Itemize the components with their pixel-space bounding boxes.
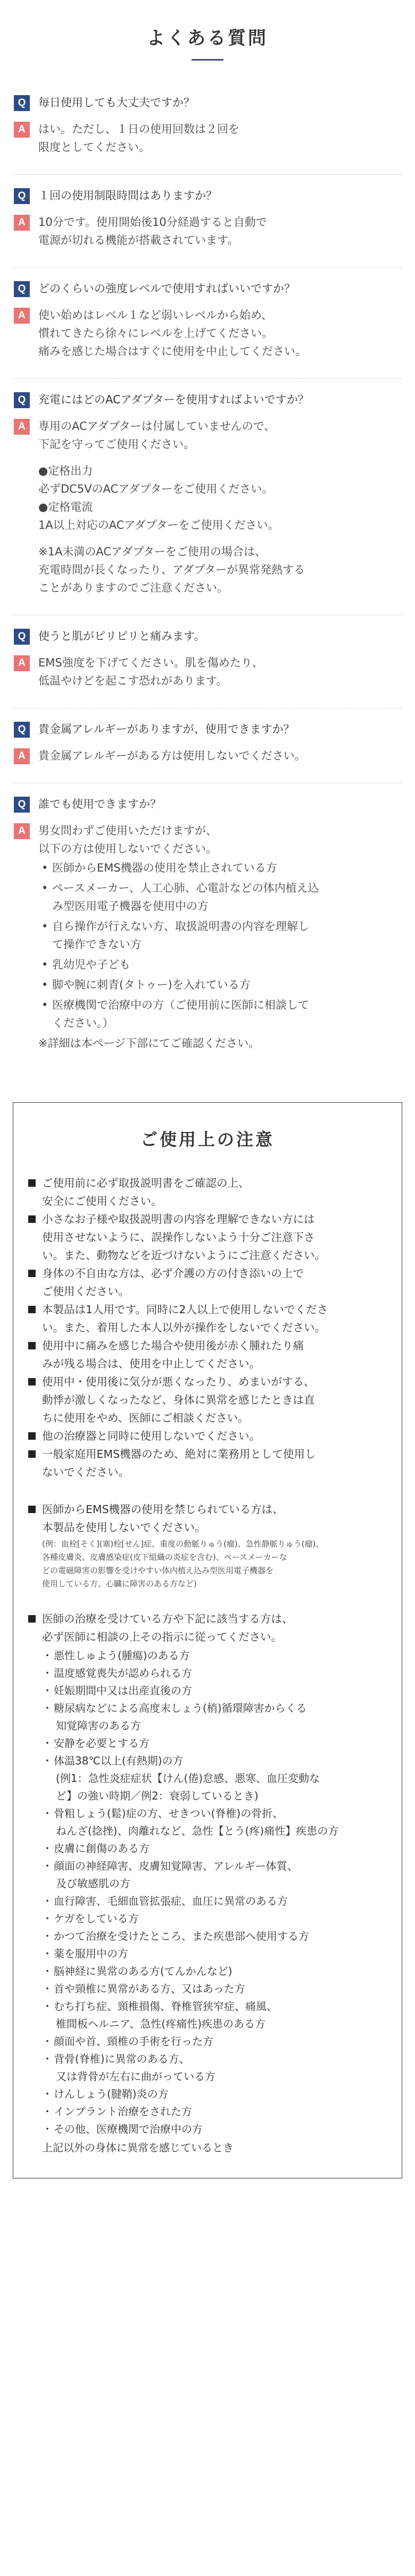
list-item: • 医療機関で治療中の方（ご使用前に医師に相談して ください。） [38,996,319,1032]
list-item: ・ ケガをしている方 [42,1910,387,1928]
list-item: ・ 骨粗しょう(鬆)症の方、せきつい(脊椎)の骨折、 ねんざ(捻挫)、肉離れなど、急性【とう(疼)痛性】疾患の方 [42,1805,387,1840]
list-item: • 自ら操作が行えない方、取扱説明書の内容を理解し て操作できない方 [38,917,319,953]
answer-line: 痛みを感じた場合はすぐに使用を中止してください。 [38,345,306,358]
faq-title-underline [192,59,223,61]
list-item: • 脚や腕に刺青(タトゥー)を入れている方 [38,976,319,994]
faq-item [14,708,401,783]
square-bullet-icon [28,1378,36,1386]
answer-badge: A [14,748,30,764]
question-badge: Q [14,95,30,111]
question-text: 毎日使用しても大丈夫ですか？ [38,96,195,109]
answer-line: 以下の方は使用しないでください。 [38,842,217,855]
answer-badge: A [14,215,30,231]
answer-note: ことがありますのでご注意ください。 [38,581,228,594]
precautions-box [13,1102,402,2178]
question-badge: Q [14,188,30,204]
square-bullet-icon [28,1432,36,1440]
faq-item [14,615,401,708]
faq-item [14,379,401,615]
answer-line: EMS強度を下げてください。肌を傷めたり、 [38,656,263,669]
faq-item [14,268,401,379]
list-item: ・ むち打ち症、頸椎損傷、脊椎管狭窄症、痛風、 椎間板ヘルニア、急性(疼痛性)疾患のある方 [42,1998,387,2033]
list-item: ・ けんしょう(腱鞘)炎の方 [42,2085,387,2103]
square-bullet-icon [28,1450,36,1458]
conditions-list [28,1647,387,2138]
question-badge: Q [14,722,30,738]
square-bullet-icon [28,1270,36,1277]
answer-badge: A [14,122,30,138]
list-item: ・ 背骨(脊椎)に異常のある方、 又は背骨が左右に曲がっている方 [42,2050,387,2085]
answer-line: 使い始めはレベル１など弱いレベルから始め、 [38,309,273,322]
list-item: • 乳幼児や子ども [38,956,319,974]
list-item: ・ 体温38℃以上(有熱期)の方 (例1：急性炎症症状【けん(倦)怠感、悪寒、血圧変動な ど】の強い時期／例2：衰弱しているとき) [42,1752,387,1805]
list-item: ・ 安静を必要とする方 [42,1735,387,1752]
list-item: ・ 温度感覚喪失が認められる方 [42,1665,387,1682]
answer-text [38,306,306,360]
restricted-users-list [38,859,319,1032]
precautions-title: ご使用上の注意 [140,1129,275,1150]
list-item: ・ インプラント治療をされた方 [42,2103,387,2121]
square-bullet-icon [28,1506,36,1513]
question-text: 貴金属アレルギーがありますが、使用できますか？ [38,723,295,736]
precaution-item: 小さなお子様や取扱説明書の内容を理解できない方には 使用させないように、誤操作しないよう十分ご注意下さ い。また、動物などを近づけないようにご注意ください。 [28,1210,387,1264]
answer-badge: A [14,655,30,671]
square-bullet-icon [28,1342,36,1349]
precautions-general [28,1174,387,1481]
answer-line: はい。ただし、１日の使用回数は２回を [38,123,239,136]
answer-text [38,822,319,1052]
question-badge: Q [14,281,30,297]
question-text: １回の使用制限時間はありますか？ [38,189,217,202]
answer-note: 充電時間が長くなったり、アダプターが異常発熱する [38,563,305,576]
list-item: ・ その他、医療機関で治療中の方 [42,2121,387,2138]
spec-heading: ●定格出力 [38,464,93,477]
list-item: ・ 薬を服用中の方 [42,1945,387,1963]
precaution-ems-prohibited: 医師からEMS機器の使用を禁じられている方は、 本製品を使用しないでください。 (例：血栓[そく](塞)栓[せん]症、重度の動脈りゅう(瘤)、急性静脈りゅう(瘤)、 各種皮膚炎、皮膚感染症(皮下組織の炎症を含む)、ペースメーカーな どの電磁障害の影響を受けやすい体内植え込み型医用電子機器を 使用している方、心臓に障害のある方など) [28,1500,387,1591]
spec-heading: ●定格電流 [38,501,93,513]
list-item: ・ 顔面の神経障害、皮膚知覚障害、アレルギー体質、 及び敏感肌の方 [42,1857,387,1893]
answer-note: ※詳細は本ページ下部にてご確認ください。 [38,1037,260,1050]
list-item: ・ かつて治療を受けたところ、また疾患部へ使用する方 [42,1928,387,1945]
faq-item [14,783,401,1070]
faq-item [14,82,401,175]
question-badge: Q [14,797,30,813]
question-text: 誰でも使用できますか？ [38,798,161,810]
answer-line: 専用のACアダプターは付属していませんので、 [38,420,276,433]
answer-text [38,120,239,156]
answer-line: 1A以上対応のACアダプターをご使用ください。 [38,519,279,531]
answer-line: 慣れてきたら徐々にレベルを上げてください。 [38,327,273,340]
list-item: ・ 皮膚に創傷のある方 [42,1840,387,1857]
list-item: ・ 顔面や首、頸椎の手術を行った方 [42,2033,387,2050]
list-item: • 医師からEMS機器の使用を禁止されている方 [38,859,319,877]
answer-line: 限度としてください。 [38,141,150,154]
answer-line: 電源が切れる機能が搭載されています。 [38,234,239,247]
faq-title: よくある質問 [147,28,268,49]
square-bullet-icon [28,1179,36,1187]
precaution-item: 一般家庭用EMS機器のため、絶対に業務用として使用し ないでください。 [28,1445,387,1481]
list-item: • ペースメーカー、人工心肺、心電計などの体内植え込 み型医用電子機器を使用中の方 [38,879,319,915]
list-item: ・ 血行障害、毛細血管拡張症、血圧に異常のある方 [42,1893,387,1910]
square-bullet-icon [28,1306,36,1313]
precaution-item: 他の治療器と同時に使用しないでください。 [28,1427,387,1445]
answer-line: 低温やけどを起こす恐れがあります。 [38,674,228,687]
answer-text [38,417,305,597]
answer-line: 10分です。使用開始後10分経過すると自動で [38,216,267,229]
precaution-item: ご使用前に必ず取扱説明書をご確認の上、 安全にご使用ください。 [28,1174,387,1210]
answer-text [38,747,306,765]
list-item: ・ 脳神経に異常のある方(てんかんなど) [42,1963,387,1980]
square-bullet-icon [28,1215,36,1223]
answer-badge: A [14,823,30,839]
answer-note: ※1A未満のACアダプターをご使用の場合は、 [38,545,267,558]
examples-note: (例：血栓[そく](塞)栓[せん]症、重度の動脈りゅう(瘤)、急性静脈りゅう(瘤)、 各種皮膚炎、皮膚感染症(皮下組織の炎症を含む)、ペースメーカーな どの電磁障害の影響を受けやすい体内植え込み型医用電子機器を 使用している方、心臓に障害のある方など) [42,1539,324,1589]
question-text: どのくらいの強度レベルで使用すればいいですか？ [38,282,295,295]
precaution-item: 使用中・使用後に気分が悪くなったり、めまいがする、 動悸が激しくなったなど、身体に異常を感じたときは直 ちに使用をやめ、医師にご相談ください。 [28,1373,387,1427]
answer-line: 貴金属アレルギーがある方は使用しないでください。 [38,749,306,762]
precaution-item: 身体の不自由な方は、必ず介護の方の付き添いの上で ご使用ください。 [28,1264,387,1300]
answer-text [38,654,263,690]
list-item: ・ 悪性しゅよう(腫瘍)のある方 [42,1647,387,1665]
question-text: 充電にはどのACアダプターを使用すればよいですか？ [38,393,309,406]
answer-line: 必ずDC5VのACアダプターをご使用ください。 [38,483,273,495]
list-item: ・ 糖尿病などによる高度末しょう(梢)循環障害からくる 知覚障害のある方 [42,1700,387,1735]
question-badge: Q [14,629,30,645]
answer-text [38,213,267,249]
precaution-item: 使用中に痛みを感じた場合や使用後が赤く腫れたり痛 みが残る場合は、使用を中止してください。 [28,1337,387,1373]
faq-list [0,82,415,1070]
answer-badge: A [14,419,30,435]
list-item: ・ 首や頸椎に異常がある方、又はあった方 [42,1980,387,1998]
precaution-item: 本製品は1人用です。同時に2人以上で使用しないでくださ い。また、着用した本人以外が操作をしないでください。 [28,1300,387,1337]
square-bullet-icon [28,1615,36,1623]
answer-line: 男女問わずご使用いただけますが、 [38,824,217,837]
precaution-consult-doctor: 医師の治療を受けている方や下記に該当する方は、 必ず医師に相談の上その指示に従ってください。 [28,1610,387,1646]
list-item: ・ 妊娠期間中又は出産直後の方 [42,1682,387,1700]
conditions-tail: 上記以外の身体に異常を感じているとき [42,2141,234,2154]
answer-line: 下記を守ってご使用ください。 [38,438,195,451]
faq-item [14,175,401,268]
question-badge: Q [14,392,30,408]
question-text: 使うと肌がピリピリと痛みます。 [38,630,205,643]
answer-badge: A [14,308,30,324]
